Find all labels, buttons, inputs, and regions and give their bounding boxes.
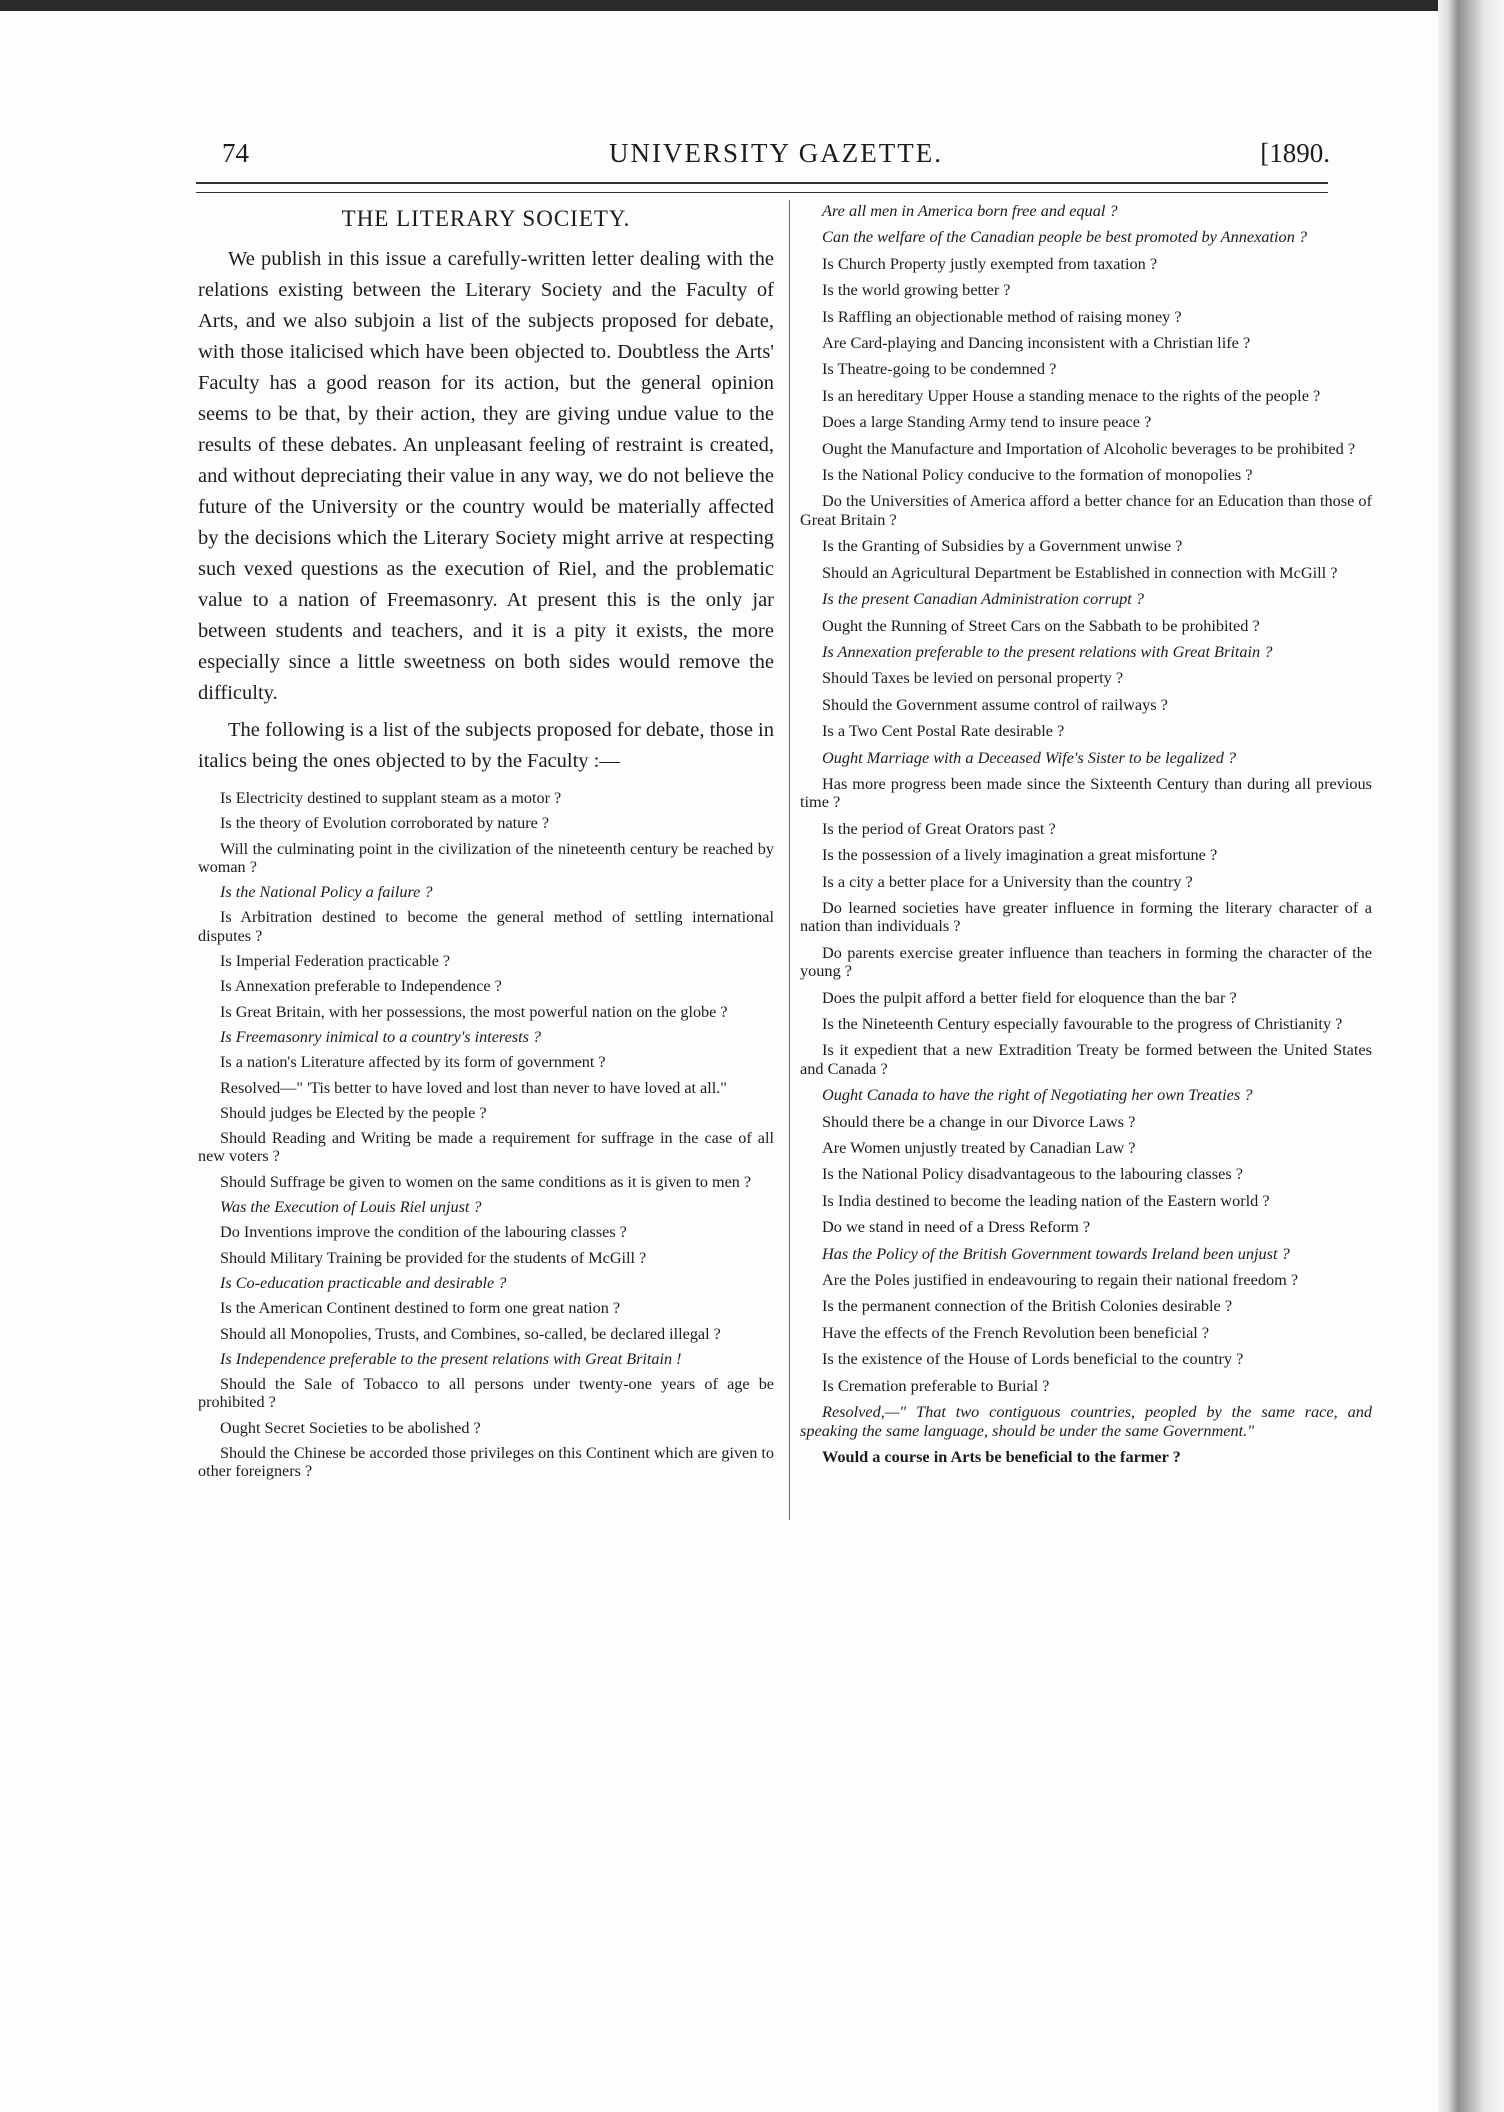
scan-top-edge: [0, 0, 1504, 11]
debate-subject: Should there be a change in our Divorce Laws ?: [822, 1111, 1136, 1131]
debate-subject: Is the National Policy disadvantageous to the labouring classes ?: [822, 1164, 1243, 1184]
debate-subject: Resolved—" 'Tis better to have loved and lost than never to have loved at all.": [220, 1078, 727, 1097]
debate-subject: Are Women unjustly treated by Canadian Law ?: [822, 1138, 1136, 1158]
debate-subject: Should the Chinese be accorded those privileges on this Continent which are given to other foreigners ?: [198, 1444, 774, 1481]
debate-subject: Has the Policy of the British Government towards Ireland been unjust ?: [822, 1243, 1290, 1263]
debate-subject: Should Reading and Writing be made a requirement for suffrage in the case of all new voters ?: [198, 1129, 774, 1166]
debate-subject: Is a nation's Literature affected by its form of government ?: [220, 1053, 606, 1072]
debate-subject: Is Independence preferable to the present relations with Great Britain !: [220, 1349, 682, 1368]
debate-subject: Can the welfare of the Canadian people be best promoted by Annexation ?: [822, 227, 1308, 247]
debate-subject: Do the Universities of America afford a better chance for an Education than those of Great Britain ?: [800, 491, 1372, 529]
running-title: UNIVERSITY GAZETTE.: [609, 138, 943, 168]
debate-subject: Is Great Britain, with her possessions, the most powerful nation on the globe ?: [220, 1002, 728, 1021]
debate-subject: Is a Two Cent Postal Rate desirable ?: [822, 721, 1065, 741]
debate-subject: Is Electricity destined to supplant steam as a motor ?: [220, 789, 562, 807]
debate-subject: Was the Execution of Louis Riel unjust ?: [220, 1198, 482, 1217]
debate-subject: Do we stand in need of a Dress Reform ?: [822, 1217, 1091, 1237]
debate-subject: Should Military Training be provided for the students of McGill ?: [220, 1248, 647, 1267]
column-divider: [789, 200, 790, 1520]
debate-subject: Is Theatre-going to be condemned ?: [822, 359, 1057, 379]
debate-subject: Ought Canada to have the right of Negotiating her own Treaties ?: [822, 1085, 1253, 1105]
debate-subject: Is the permanent connection of the British Colonies desirable ?: [822, 1296, 1233, 1316]
article-title: THE LITERARY SOCIETY.: [341, 206, 631, 231]
debate-subject: Are all men in America born free and equal ?: [822, 201, 1118, 220]
debate-subject: Is the period of Great Orators past ?: [822, 818, 1056, 838]
debate-subject: Is the present Canadian Administration corrupt ?: [822, 589, 1145, 609]
debate-subject: Should Suffrage be given to women on the same conditions as it is given to men ?: [220, 1172, 752, 1191]
debate-subject: Are the Poles justified in endeavouring to regain their national freedom ?: [822, 1270, 1299, 1290]
debate-subject: Should all Monopolies, Trusts, and Combines, so-called, be declared illegal ?: [220, 1324, 721, 1343]
debate-subject: Should Taxes be levied on personal property ?: [822, 668, 1124, 688]
debate-subject: Should the Sale of Tobacco to all persons under twenty-one years of age be prohibited ?: [198, 1375, 774, 1412]
debate-subjects-list-left: [198, 789, 774, 1481]
debate-subject: Is Raffling an objectionable method of raising money ?: [822, 306, 1182, 326]
article-paragraph: The following is a list of the subjects proposed for debate, those in italics being the ones objected to by the Faculty :—: [198, 719, 774, 772]
debate-subject: Are Card-playing and Dancing inconsistent with a Christian life ?: [822, 333, 1251, 353]
debate-subject: Is Annexation preferable to Independence ?: [220, 977, 502, 996]
debate-subject: Is Church Property justly exempted from taxation ?: [822, 253, 1158, 273]
debate-subject: Is Arbitration destined to become the general method of settling international disputes ?: [198, 908, 774, 945]
debate-subject: Is it expedient that a new Extradition Treaty be formed between the United States and Canada ?: [800, 1040, 1372, 1078]
debate-subjects-list-right: [800, 202, 1372, 1466]
debate-subject: Is Freemasonry inimical to a country's interests ?: [220, 1027, 542, 1046]
debate-subject: Is the National Policy conducive to the formation of monopolies ?: [822, 465, 1253, 485]
book-binding-edge: [1438, 0, 1504, 2112]
debate-subject: Do Inventions improve the condition of the labouring classes ?: [220, 1223, 627, 1242]
header-rule: [196, 182, 1328, 184]
debate-subject: Is the theory of Evolution corroborated by nature ?: [220, 814, 550, 833]
article-paragraph: We publish in this issue a carefully-written letter dealing with the relations existing between the Literary Society and the Faculty of Arts, and we also subjoin a list of the subjects proposed for debate, with those italicised which have been objected to. Doubtless the Arts' Faculty has a good reason for its action, but the general opinion seems to be that, by their action, they are giving undue value to the results of these debates. An unpleasant feeling of restraint is created, and without depreciating their value in any way, we do not believe the future of the University or the country would be materially affected by the decisions which the Literary Society might arrive at respecting such vexed questions as the execution of Riel, and the problematic value to a nation of Freemasonry. At present this is the only jar between students and teachers, and it is a pity it exists, the more especially since a little sweetness on both sides would remove the difficulty.: [198, 248, 774, 704]
debate-subject: Is Co-education practicable and desirable ?: [220, 1273, 507, 1292]
debate-subject: Should an Agricultural Department be Established in connection with McGill ?: [822, 562, 1338, 582]
debate-subject: Is Cremation preferable to Burial ?: [822, 1375, 1050, 1395]
issue-year: [1890.: [1260, 138, 1330, 168]
debate-subject: Is the Granting of Subsidies by a Government unwise ?: [822, 536, 1183, 556]
debate-subject: Is Annexation preferable to the present relations with Great Britain ?: [822, 641, 1273, 661]
debate-subject: Is the possession of a lively imagination a great misfortune ?: [822, 845, 1218, 865]
debate-subject: Have the effects of the French Revolution been beneficial ?: [822, 1322, 1210, 1342]
debate-subject: Would a course in Arts be beneficial to the farmer ?: [822, 1446, 1181, 1466]
debate-subject: Is the National Policy a failure ?: [220, 883, 433, 902]
debate-subject: Should judges be Elected by the people ?: [220, 1103, 487, 1122]
debate-subject: Ought Marriage with a Deceased Wife's Sister to be legalized ?: [822, 747, 1237, 767]
debate-subject: Ought the Manufacture and Importation of Alcoholic beverages to be prohibited ?: [822, 438, 1356, 458]
right-column: [800, 202, 1372, 1474]
debate-subject: Is Imperial Federation practicable ?: [220, 952, 451, 971]
debate-subject: Resolved,—" That two contiguous countries, peopled by the same race, and speaking the same language, should be under the same Government.": [800, 1402, 1372, 1440]
debate-subject: Does a large Standing Army tend to insure peace ?: [822, 412, 1152, 432]
page-number: 74: [222, 138, 249, 168]
left-column: [198, 202, 774, 1488]
debate-subject: Is an hereditary Upper House a standing menace to the rights of the people ?: [822, 385, 1321, 405]
debate-subject: Does the pulpit afford a better field for eloquence than the bar ?: [822, 987, 1237, 1007]
debate-subject: Ought the Running of Street Cars on the Sabbath to be prohibited ?: [822, 615, 1260, 635]
debate-subject: Do parents exercise greater influence than teachers in forming the character of the young ?: [800, 942, 1372, 981]
debate-subject: Is the world growing better ?: [822, 280, 1011, 300]
debate-subject: Is the American Continent destined to form one great nation ?: [220, 1299, 621, 1318]
debate-subject: Should the Government assume control of railways ?: [822, 694, 1168, 714]
debate-subject: Ought Secret Societies to be abolished ?: [220, 1418, 481, 1437]
debate-subject: Is the existence of the House of Lords beneficial to the country ?: [822, 1349, 1244, 1369]
debate-subject: Do learned societies have greater influence in forming the literary character of a nation than individuals ?: [800, 897, 1372, 936]
page-header: [222, 134, 1330, 174]
debate-subject: Is a city a better place for a University than the country ?: [822, 871, 1193, 891]
debate-subject: Will the culminating point in the civilization of the nineteenth century be reached by woman ?: [198, 839, 774, 876]
debate-subject: Has more progress been made since the Sixteenth Century than during all previous time ?: [800, 773, 1372, 812]
header-rule-thin: [196, 192, 1328, 193]
debate-subject: Is the Nineteenth Century especially favourable to the progress of Christianity ?: [822, 1014, 1343, 1033]
debate-subject: Is India destined to become the leading nation of the Eastern world ?: [822, 1190, 1270, 1210]
